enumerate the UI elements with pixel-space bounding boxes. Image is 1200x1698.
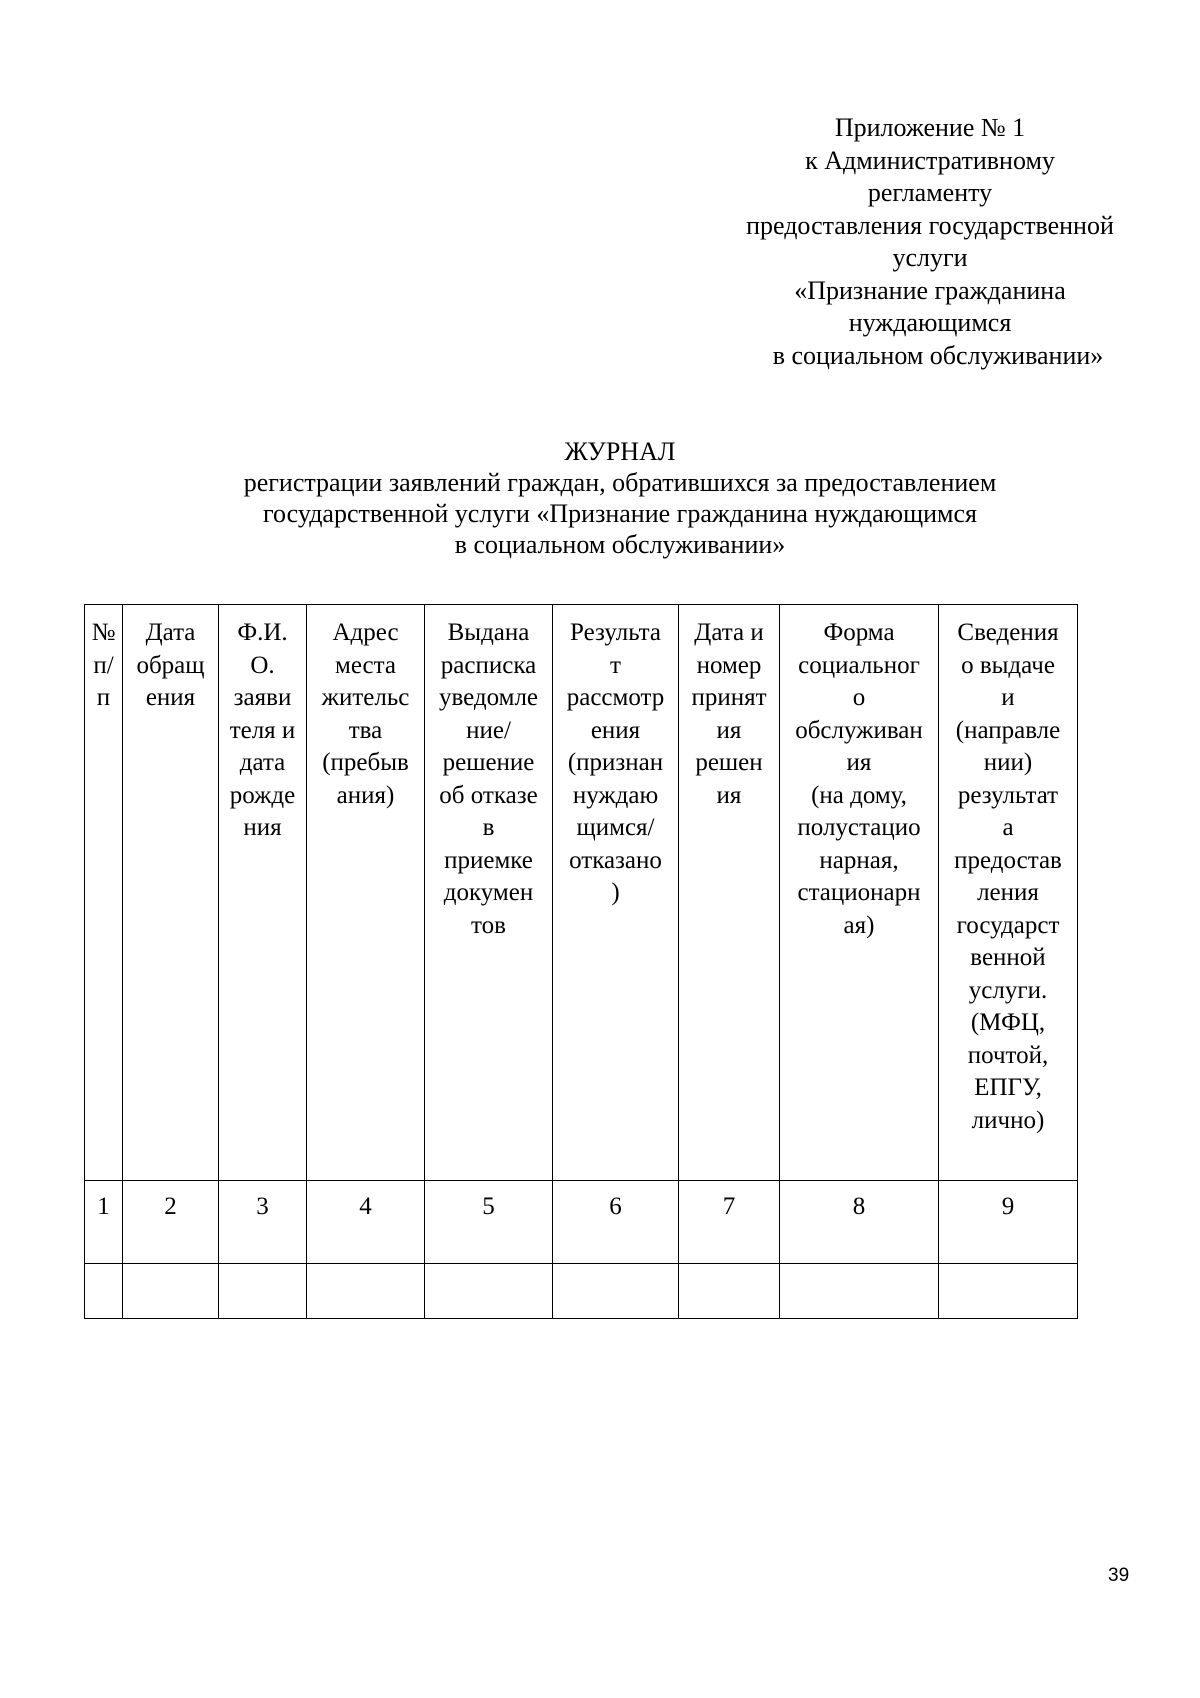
journal-subtitle-line: в социальном обслуживании» (454, 530, 786, 559)
header-cell-application-date: Дата обращ ения (123, 605, 219, 1181)
column-number-cell: 3 (219, 1181, 307, 1264)
empty-cell (553, 1264, 679, 1319)
registration-journal-table (84, 604, 1078, 1319)
empty-cell (85, 1264, 123, 1319)
column-number-cell: 6 (553, 1181, 679, 1264)
column-number-cell: 7 (679, 1181, 780, 1264)
table-header-row (85, 605, 1078, 1181)
empty-cell (307, 1264, 425, 1319)
column-number-cell: 2 (123, 1181, 219, 1264)
header-cell-number: № п/ п (85, 605, 123, 1181)
empty-cell (679, 1264, 780, 1319)
journal-title: ЖУРНАЛ (564, 437, 676, 466)
empty-cell (219, 1264, 307, 1319)
header-cell-address: Адрес места жительс тва (пребыв ания) (307, 605, 425, 1181)
empty-cell (425, 1264, 553, 1319)
header-cell-result-delivery: Сведения о выдаче и (направле нии) результат а предостав ления государст венной услуги. (МФЦ, почтой, ЕПГУ, лично) (939, 605, 1078, 1181)
column-number-cell: 8 (780, 1181, 939, 1264)
journal-heading (120, 436, 1120, 560)
empty-cell (939, 1264, 1078, 1319)
appendix-line: регламенту (867, 178, 993, 207)
journal-subtitle-line: государственной услуги «Признание гражданина нуждающимся (262, 499, 977, 528)
column-number-row (85, 1181, 1078, 1264)
empty-cell (123, 1264, 219, 1319)
header-cell-decision-date: Дата и номер принят ия решен ия (679, 605, 780, 1181)
page-number: 39 (1108, 1565, 1130, 1586)
empty-data-row (85, 1264, 1078, 1319)
appendix-line: предоставления государственной (746, 210, 1114, 240)
column-number-cell: 5 (425, 1181, 553, 1264)
column-number-cell: 1 (85, 1181, 123, 1264)
empty-cell (780, 1264, 939, 1319)
header-cell-receipt-issued: Выдана расписка уведомле ние/ решение об отказе в приемке докумен тов (425, 605, 553, 1181)
header-cell-applicant-name: Ф.И. О. заяви теля и дата рожде ния (219, 605, 307, 1181)
column-number-cell: 4 (307, 1181, 425, 1264)
header-cell-service-form: Форма социальног о обслуживан ия (на дому, полустацио нарная, стационарн ая) (780, 605, 939, 1181)
appendix-line: нуждающимся (848, 308, 1012, 337)
appendix-line: в социальном обслуживании» (772, 340, 1104, 370)
appendix-block (700, 112, 1160, 372)
appendix-line: «Признание гражданина (794, 275, 1066, 305)
appendix-line: к Административному (805, 145, 1055, 175)
appendix-line: Приложение № 1 (834, 113, 1026, 142)
appendix-line: услуги (892, 243, 968, 272)
header-cell-review-result: Результа т рассмотр ения (признан нуждаю щимся/ отказано ) (553, 605, 679, 1181)
column-number-cell: 9 (939, 1181, 1078, 1264)
journal-subtitle-line: регистрации заявлений граждан, обратившихся за предоставлением (243, 468, 997, 497)
